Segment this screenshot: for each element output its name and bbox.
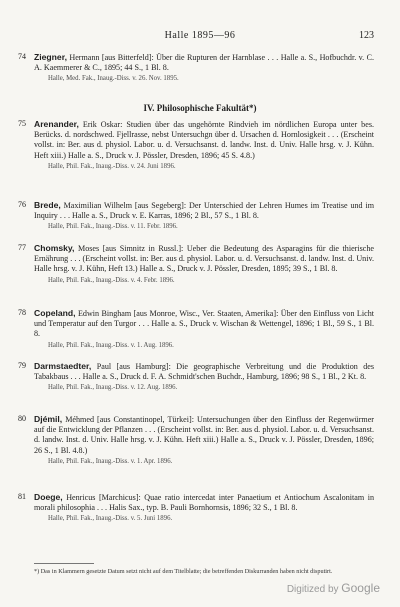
entry-text: Edwin Bingham [aus Monroe, Wisc., Ver. Staaten, Amerika]: Über den Einfluss von Licht und Temperatur auf den Turgor . . . Halle a. S., Druck v. Wischan & Wettengel, 1896; 1 Bl., 59 S., 1 Bl. 8. <box>34 309 374 339</box>
section-heading: IV. Philosophische Fakultät*) <box>143 103 257 113</box>
page-header <box>0 30 400 44</box>
entry-meta: Halle, Phil. Fak., Inaug.-Diss. v. 5. Juni 1896. <box>48 515 173 523</box>
entry-text: Hermann [aus Bitterfeld]: Über die Rupturen der Harnblase . . . Halle a. S., Hofbuchdr. v. C. A. Kaemmerer & C., 1895; 44 S., 1 Bl. 8. <box>34 53 374 73</box>
footnote-divider <box>34 563 94 564</box>
entry-name: Chomsky, <box>34 243 75 253</box>
entry-77 <box>18 243 374 286</box>
entry-text: Henricus [Marchicus]: Quae ratio intercedat inter Panaetium et Antiochum Ascalonitam in morali philosophia . . . Halis Sax., typ. B. Pauli Bornhornsis, 1896; 32 S., 1 Bl. 8. <box>34 493 374 513</box>
entry-text: Méhmed [aus Constantinopel, Türkei]: Untersuchungen über den Einfluss der Regenwürmer auf die Entwicklung der Pflanzen . . . (Erscheint vollst. in: Ber. aus d. physiol. Labor. u. d. Versuchsanst. d. landw. Inst. d. Univ. Halle hrsg. v. J. Kühn. Heft xiii.) Halle a. S., Druck v. J. Pössler, Dresden, 1896; 26 S., 1 Bl. 4.8.) <box>34 415 374 455</box>
entry-number: 77 <box>18 243 26 252</box>
entry-78 <box>18 308 374 351</box>
entry-name: Ziegner, <box>34 52 67 62</box>
entry-meta: Halle, Phil. Fak., Inaug.-Diss. v. 12. Aug. 1896. <box>48 384 178 392</box>
page-number: 123 <box>359 30 374 41</box>
entry-name: Darmstaedter, <box>34 361 92 371</box>
footnote: *) Das in Klammern gesetzte Datum setzt nicht auf dem Titelblatte; die betreffenden Diskurranden haben nicht disputirt. <box>34 568 333 575</box>
entry-number: 79 <box>18 361 26 370</box>
entry-text: Paul [aus Hamburg]: Die geographische Verbreitung und die Produktion des Tabakbaus . . . Halle a. S., Druck d. F. A. Schmidt'schen Buchdr., Hamburg, 1896; 98 S., 1 Bl., 2 Kt. 8. <box>34 362 374 382</box>
entry-79 <box>18 361 374 394</box>
entry-text: Moses [aus Simnitz in Russl.]: Ueber die Bedeutung des Asparagins für die thierische Ernährung . . . (Erscheint vollst. in: Ber. aus d. physiol. Labor. u. d. Versuchsanst. d. landw. Inst. d. Univ. Halle hrsg. v. J. Kühn, Heft 13.) Halle a. S., Druck v. J. Pössler, Dresden, 1895; 39 S., 1 Bl. 8. <box>34 244 374 274</box>
entry-name: Djémil, <box>34 414 63 424</box>
entry-name: Doege, <box>34 492 63 502</box>
entry-80 <box>18 414 374 467</box>
entry-meta: Halle, Phil. Fak., Inaug.-Diss. v. 24. Juni 1896. <box>48 162 176 170</box>
running-title: Halle 1895—96 <box>164 30 236 41</box>
entry-number: 76 <box>18 200 26 209</box>
entry-number: 80 <box>18 414 26 423</box>
watermark-prefix: Digitized by <box>286 584 339 595</box>
entry-76 <box>18 200 374 233</box>
entry-name: Copeland, <box>34 308 76 318</box>
entry-81 <box>18 492 374 525</box>
entry-name: Brede, <box>34 200 61 210</box>
entry-74 <box>18 52 374 85</box>
entry-meta: Halle, Phil. Fak., Inaug.-Diss. v. 11. Febr. 1896. <box>48 223 178 231</box>
entry-meta: Halle, Phil. Fak., Inaug.-Diss. v. 4. Febr. 1896. <box>48 276 175 284</box>
entry-meta: Halle, Med. Fak., Inaug.-Diss. v. 26. Nov. 1895. <box>48 75 179 83</box>
entry-75 <box>18 119 374 172</box>
watermark-brand: Google <box>341 581 380 595</box>
digitization-watermark <box>287 581 380 595</box>
entry-number: 81 <box>18 492 26 501</box>
entry-text: Erik Oskar: Studien über das ungehörnte Rindvieh im nördlichen Europa unter bes. Berücks. d. nordschwed. Fjellrasse, nebst Untersuchgn über d. Ursachen d. Hornlosigkeit . . . (Erscheint vollst. in: Ber. aus d. physiol. Labor. u. d. Versuchsanst. d. landw. Inst. d. Univ. Halle hrsg. v. J. Kühn. Heft xiii.) Halle a. S., Druck v. J. Pössler, Dresden, 1896; 45 S. 4.8.) <box>34 120 374 160</box>
entry-meta: Halle, Phil. Fak., Inaug.-Diss. v. 1. Aug. 1896. <box>48 341 174 349</box>
entry-meta: Halle, Phil. Fak., Inaug.-Diss. v. 1. Apr. 1896. <box>48 457 173 465</box>
entry-number: 78 <box>18 308 26 317</box>
entry-name: Arenander, <box>34 119 79 129</box>
entry-number: 74 <box>18 52 26 61</box>
entry-number: 75 <box>18 119 26 128</box>
entry-text: Maximilian Wilhelm [aus Segeberg]: Der Unterschied der Lehren Humes im Treatise und im Inquiry . . . Halle a. S., Druck v. E. Karras, 1896; 2 Bl., 57 S., 1 Bl. 8. <box>34 201 374 221</box>
